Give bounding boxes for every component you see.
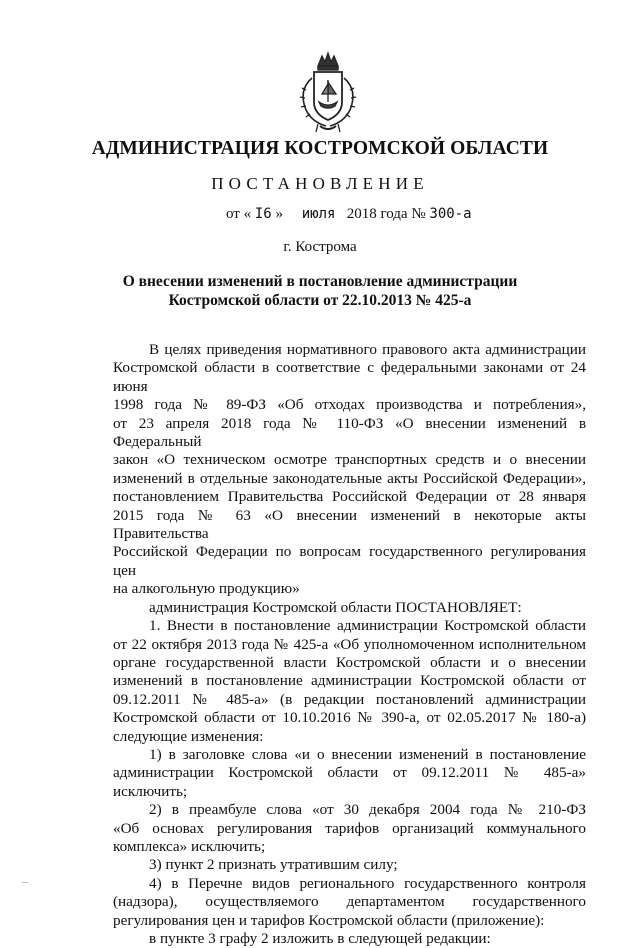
body-line: Костромской области в соответствие с федеральными законами от 24 июня <box>113 359 586 395</box>
body-line: от 23 апреля 2018 года № 110-ФЗ «О внесении изменений в Федеральный <box>113 414 586 451</box>
body-line: 4) в Перечне видов регионального государственного контроля <box>149 874 586 892</box>
title-line: Костромской области от 22.10.2013 № 425-а <box>168 292 472 309</box>
document-date-line <box>226 206 472 223</box>
body-line: В целях приведения нормативного правового акта администрации <box>149 341 586 358</box>
body-line: от 22 октября 2013 года № 425-а «Об уполномоченном исполнительном <box>113 635 586 653</box>
document-type: ПОСТАНОВЛЕНИЕ <box>211 174 429 193</box>
body-line: комплекса» исключить; <box>113 837 266 855</box>
body-line: Российской Федерации по вопросам государственного регулирования цен <box>113 543 586 579</box>
document-number: 300-а <box>429 206 472 222</box>
date-prefix: от « <box>226 206 252 222</box>
coat-of-arms-icon <box>292 50 364 136</box>
body-line: следующие изменения: <box>113 727 264 745</box>
body-line: 1998 года № 89-ФЗ «Об отходах производства и потребления», <box>113 396 586 414</box>
body-line: администрации Костромской области от 09.12.2011 № 485-а» исключить; <box>113 764 586 800</box>
body-line: 1. Внести в постановление администрации Костромской области <box>149 617 586 635</box>
body-line: (надзора), осуществляемого департаментом государственного <box>113 893 586 911</box>
body-line: изменений в постановление администрации Костромской области от <box>113 672 586 690</box>
body-line: «Об основах регулирования тарифов организаций коммунального <box>113 819 586 837</box>
date-mid: » <box>275 206 283 222</box>
date-day: I6 <box>254 206 272 222</box>
body-line: регулирования цен и тарифов Костромской области (приложение): <box>113 911 545 929</box>
document-title <box>0 272 640 310</box>
date-month: июля <box>301 206 336 222</box>
body-line: 1) в заголовке слова «и о внесении изменений в постановление <box>149 745 586 763</box>
scan-artifact <box>22 882 28 883</box>
body-line: изменений в отдельные законодательные акты Российской Федерации», <box>113 469 586 487</box>
body-line: 2015 года № 63 «О внесении изменений в некоторые акты Правительства <box>113 506 586 543</box>
document-body <box>113 341 586 948</box>
body-line: 2) в преамбуле слова «от 30 декабря 2004 года № 210-ФЗ <box>149 801 586 819</box>
body-line: органе государственной власти Костромской области и о внесении <box>113 653 586 671</box>
city: г. Кострома <box>283 239 357 255</box>
body-line: закон «О техническом осмотре транспортных средств и о внесении <box>113 451 586 469</box>
body-line: Костромской области от 10.10.2016 № 390-а, от 02.05.2017 № 180-а) <box>113 709 586 727</box>
organization-name: АДМИНИСТРАЦИЯ КОСТРОМСКОЙ ОБЛАСТИ <box>91 138 549 159</box>
body-line: администрация Костромской области ПОСТАНОВЛЯЕТ: <box>149 598 522 616</box>
body-line: в пункте 3 графу 2 изложить в следующей редакции: <box>149 930 491 947</box>
body-line: постановлением Правительства Российской Федерации от 28 января <box>113 488 586 506</box>
body-line: на алкогольную продукцию» <box>113 580 300 598</box>
title-line: О внесении изменений в постановление администрации <box>122 273 518 290</box>
date-year: 2018 года № <box>346 206 426 222</box>
body-line: 3) пункт 2 признать утратившим силу; <box>149 856 398 874</box>
body-line: 09.12.2011 № 485-а» (в редакции постановлений администрации <box>113 690 586 708</box>
